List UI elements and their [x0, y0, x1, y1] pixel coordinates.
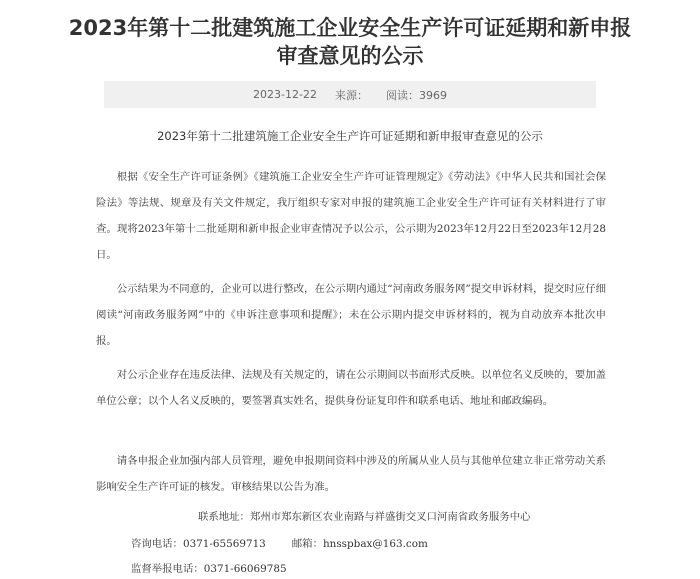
views-label: 阅读： — [385, 88, 419, 102]
views-count: 3969 — [418, 88, 447, 102]
article-subtitle: 2023年第十二批建筑施工企业安全生产许可证延期和新申报审查意见的公示 — [157, 129, 543, 143]
paragraph-appeal: 公示结果为不同意的，企业可以进行整改，在公示期内通过“河南政务服务网”提交申诉材料，提交时应仔细阅读“河南政务服务网”中的《申诉注意事项和提醒》；未在公示期内提交申诉材料的，视为自动放弃本批次申报。 — [96, 283, 606, 347]
paragraph-management: 请各申报企业加强内部人员管理，避免申报期间资料中涉及的所属从业人员与其他单位建立非正常劳动关系影响安全生产许可证的核发。审核结果以公告为准。 — [96, 455, 606, 493]
views-info — [386, 87, 447, 103]
article-title: 2023年第十二批建筑施工企业安全生产许可证延期和新申报审查意见的公示 — [68, 16, 632, 68]
source-label: 来源： — [334, 88, 368, 102]
phone-value: 0371-65569713 — [182, 538, 266, 550]
publish-date: 2023-12-22 — [253, 88, 317, 101]
email-label: 邮箱： — [291, 538, 323, 550]
address-value: 郑州市郑东新区农业南路与祥盛街交叉口河南省政务服务中心 — [249, 511, 531, 523]
address-label: 联系地址： — [198, 511, 250, 523]
article-meta-bar — [104, 81, 596, 108]
contact-report — [131, 560, 287, 575]
paragraph-report: 对公示企业存在违反法律、法规及有关规定的，请在公示期间以书面形式反映。以单位名义反映的，要加盖单位公章；以个人名义反映的，要签署真实姓名，提供身份证复印件和联系电话、地址和邮政编码。 — [96, 369, 606, 407]
paragraph-basis: 根据《安全生产许可证条例》《建筑施工企业安全生产许可证管理规定》《劳动法》《中华人民共和国社会保险法》等法规、规章及有关文件规定，我厅组织专家对申报的建筑施工企业安全生产许可证有关材料进行了审查。现将2023年第十二批延期和新申报企业审查情况予以公示，公示期为2023年12月22日至2023年12月28日。 — [96, 171, 606, 261]
report-phone-value: 0371-66069785 — [203, 563, 287, 575]
email-value: hnsspbax@163.com — [322, 538, 428, 550]
contact-phone-email — [131, 535, 428, 550]
phone-label: 咨询电话： — [131, 538, 183, 550]
contact-address — [198, 508, 531, 523]
report-label: 监督举报电话： — [131, 563, 204, 575]
